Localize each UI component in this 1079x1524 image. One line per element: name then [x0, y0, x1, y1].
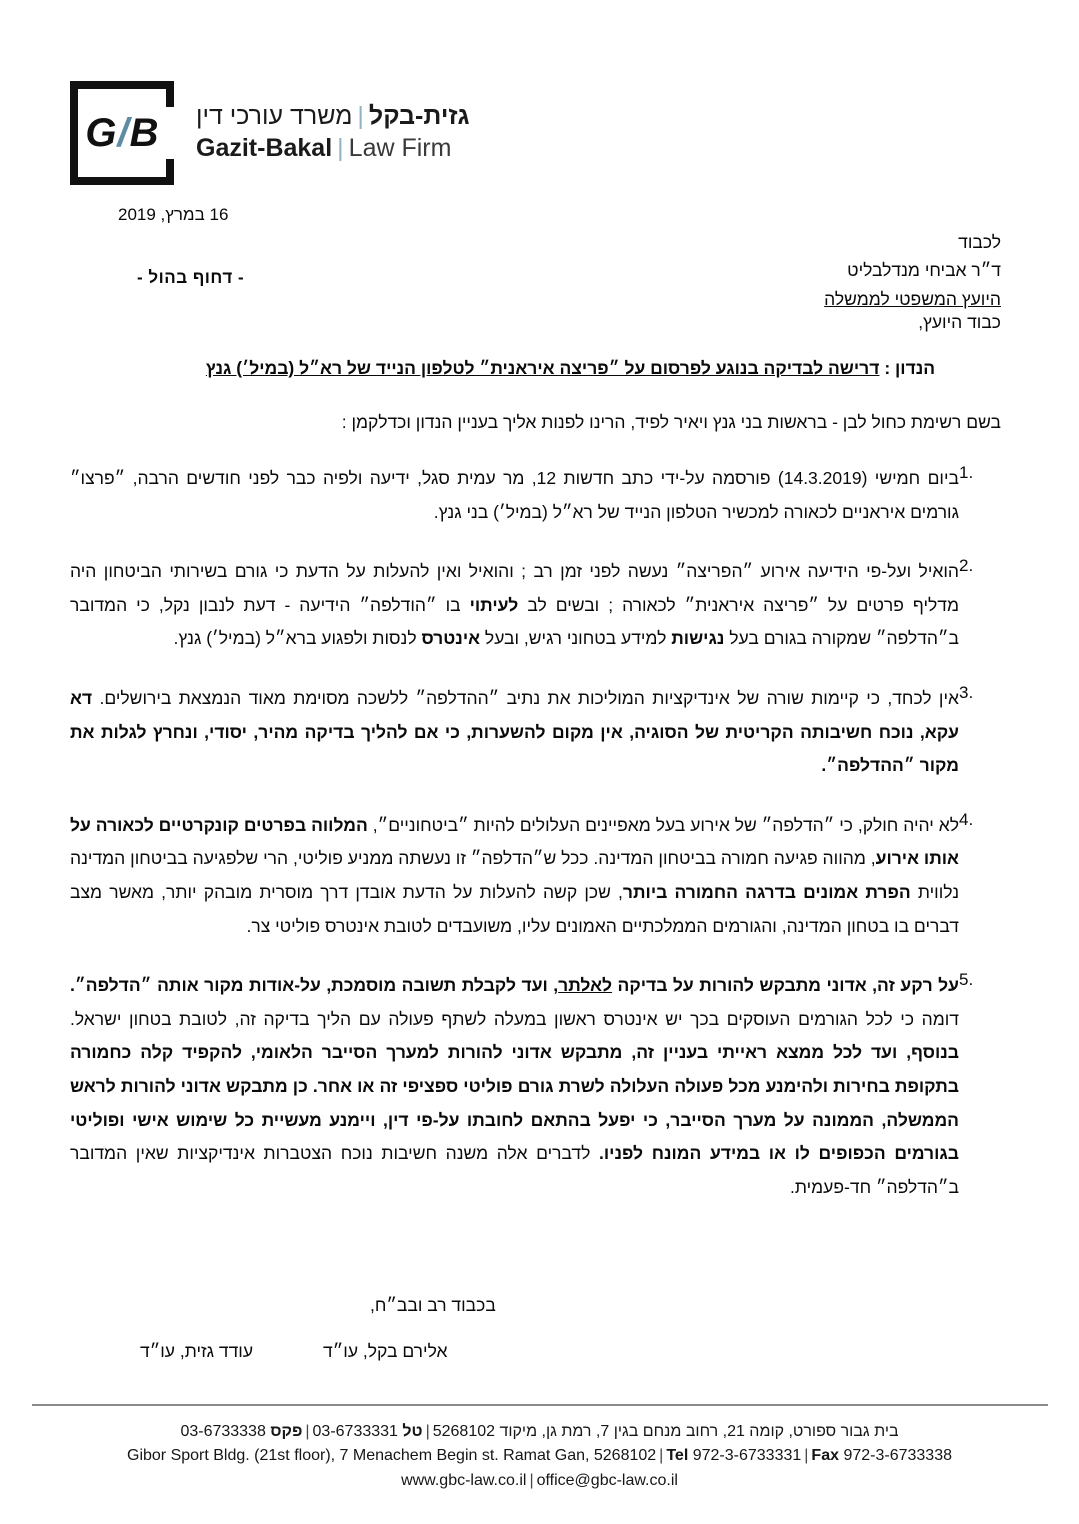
- footer-divider: [32, 1404, 1048, 1406]
- clause-run-bold: על רקע זה, אדוני מתבקש להורות על בדיקה: [612, 975, 960, 996]
- clause-run: למידע בטחוני רגיש, ובעל: [480, 628, 672, 649]
- clause-run: הואיל ועל-פי הידיעה אירוע ״הפריצה״ נעשה לפני זמן רב ; והואיל ואין להעלות על הדעת כי גורם בשירותי הביטחון היה מדליף פרטים על ״פריצה איראנית״ לכאורה ; ובשים לב: [70, 561, 959, 615]
- logo-monogram: [70, 81, 174, 185]
- firm-name-english: [196, 133, 469, 164]
- footer-sep-1: |: [425, 1423, 430, 1440]
- footer-sep-3: |: [659, 1447, 664, 1465]
- clause-number: 3.: [959, 682, 974, 702]
- numbered-clause-list: [70, 462, 1001, 1230]
- addressee-block: [824, 228, 1001, 313]
- signatory-names: [140, 1341, 540, 1362]
- footer-email[interactable]: office@gbc-law.co.il: [536, 1471, 678, 1489]
- clause-run-bold: אינטרס: [421, 628, 481, 649]
- clause-number: 4.: [959, 809, 974, 829]
- firm-name-hebrew-name: גזית-בקל: [368, 101, 470, 130]
- clause-item: [70, 809, 1001, 943]
- clause-item: [70, 555, 1001, 656]
- subject-label: הנדון :: [884, 358, 936, 378]
- clause-run-bold: נגישות: [671, 628, 725, 649]
- signatory-1: עודד גזית, עו״ד: [140, 1341, 254, 1361]
- clause-run-bold-underline: לאלתר: [558, 975, 613, 996]
- footer-english-tel: 972-3-6733331: [692, 1447, 802, 1465]
- clause-text: [70, 555, 959, 656]
- logo-letter-g: G: [85, 110, 117, 155]
- intro-paragraph: בשם רשימת כחול לבן - בראשות בני גנץ ויאיר לפיד, הרינו לפנות אליך בעניין הנדון וכדלקמן :: [341, 412, 1001, 432]
- greeting-line: כבוד היועץ,: [918, 312, 1001, 332]
- gazit-bakal-logo-icon: [70, 81, 174, 185]
- clause-run: , מהווה פגיעה חמורה בביטחון המדינה. ככל ש״הדלפה״ זו נעשתה ממניע פוליטי, הרי שלפגיעה בביטחון המדינה נלווית: [70, 848, 960, 902]
- clause-number: 2.: [959, 556, 974, 576]
- footer-english-fax: 972-3-6733338: [843, 1447, 952, 1465]
- firm-name-english-descriptor: Law Firm: [348, 134, 452, 162]
- clause-run-bold: דא עקא, נוכח חשיבותה הקריטית של הסוגיה, אין מקום להשערות, כי אם להליך בדיקה מהיר, יסודי, ונחרץ לגלות את מקור ״ההדלפה״.: [70, 687, 959, 776]
- firm-name-hebrew-separator: |: [357, 101, 364, 130]
- signoff-closing: בכבוד רב ובב״ח,: [370, 1295, 496, 1315]
- clause-text: [70, 682, 959, 783]
- clause-run: ביום חמישי (14.3.2019) פורסמה על-ידי כתב חדשות 12, מר עמית סגל, ידיעה ולפיה כבר לפני חודשים הרבה, ״פרצו״ גורמים איראניים לכאורה למכשיר הטלפון הנייד של רא״ל (במיל׳) בני גנץ.: [70, 468, 959, 522]
- footer-english-tel-label: Tel: [666, 1447, 689, 1465]
- firm-name-block: [196, 101, 469, 166]
- firm-name-hebrew-descriptor: משרד עורכי דין: [196, 101, 353, 130]
- clause-text: [70, 809, 959, 943]
- clause-run-bold: לעיתוי: [469, 594, 519, 615]
- clause-item: [70, 462, 1001, 529]
- clause-run: לדברים אלה משנה חשיבות נוכח הצטברות אינדיקציות שאין המדובר ב״הדלפה״ חד-פעמית.: [70, 1143, 959, 1197]
- clause-run: , שכן קשה להעלות על הדעת אובדן דרך מוסרית מובהק יותר, מאשר מצב דברים בו בטחון המדינה, והגורמים הממלכתיים האמונים עליו, משועבדים לטובת אינטרס פוליטי צר.: [70, 881, 959, 936]
- clause-run-bold: בנוסף, ועד לכל ממצא ראייתי בעניין זה, מתבקש אדוני להורות למערך הסייבר הלאומי, להקפיד קלה כחמורה בתקופת בחירות ולהימנע מכל פעולה העלולה לשרת גורם פוליטי ספציפי זה או אחר. כן מתבקש אדוני להורות לראש הממשלה, הממונה על מערך הסייבר, כי יפעל בהתאם לחובתו על-פי דין, ויימנע מעשיית כל שימוש אישי ופוליטי בגורמים הכפופים לו או במידע המונח לפניו.: [70, 1042, 959, 1164]
- clause-run: בו ״הודלפה״ הידיעה - דעת לנבון נקל, כי המדובר ב״הדלפה״ שמקורה בגורם בעל: [70, 594, 959, 649]
- clause-run-bold: , ועד לקבלת תשובה מוסמכת, על-אודות מקור אותה ״הדלפה״.: [70, 975, 559, 996]
- footer-web-line: [0, 1469, 1079, 1493]
- subject-text: דרישה לבדיקה בנוגע לפרסום על ״פריצה איראנית״ לטלפון הנייד של רא״ל (במיל׳) גנץ: [205, 358, 880, 378]
- clause-item: [70, 969, 1001, 1204]
- addressee-title: היועץ המשפטי לממשלה: [824, 288, 1001, 309]
- footer-english-address: Gibor Sport Bldg. (21st floor), 7 Menachem Begin st. Ramat Gan, 5268102: [127, 1447, 657, 1465]
- clause-run: דומה כי לכל הגורמים העוסקים בכך יש אינטרס ראשון במעלה לשתף פעולה עם הליך בדיקה זה, לטובת בטחון ישראל.: [70, 1008, 959, 1029]
- letter-date: 16 במרץ, 2019: [118, 205, 229, 224]
- firm-name-hebrew: [196, 101, 469, 132]
- footer-english-line: [0, 1444, 1079, 1468]
- urgent-stamp: - דחוף בהול -: [137, 268, 245, 287]
- subject-line: [140, 358, 1001, 379]
- clause-run: לא יהיה חולק, כי ״הדלפה״ של אירוע בעל מאפיינים העלולים להיות ״ביטחוניים״,: [367, 814, 959, 835]
- clause-number: 1.: [959, 463, 974, 482]
- firm-name-english-separator: |: [337, 134, 344, 162]
- clause-text: [70, 969, 959, 1204]
- footer-sep-5: |: [529, 1471, 534, 1489]
- footer-website[interactable]: www.gbc-law.co.il: [401, 1471, 527, 1489]
- footer-hebrew-tel-label: טל: [402, 1423, 423, 1440]
- addressee-name: ד״ר אביחי מנדלבליט: [847, 260, 1001, 281]
- footer-hebrew-fax: 03-6733338: [180, 1423, 266, 1440]
- firm-name-english-name: Gazit-Bakal: [196, 134, 333, 162]
- clause-text: [70, 462, 959, 529]
- addressee-salutation: לכבוד: [958, 232, 1001, 252]
- clause-item: [70, 682, 1001, 783]
- footer-english-fax-label: Fax: [811, 1447, 839, 1465]
- clause-run: אין לכחד, כי קיימות שורה של אינדיקציות המוליכות את נתיב ״ההדלפה״ ללשכה מסוימת מאוד הנמצאת בירושלים.: [92, 687, 959, 708]
- letterhead: [70, 78, 530, 188]
- logo-slash: /: [117, 110, 129, 155]
- footer-sep-2: |: [305, 1423, 310, 1440]
- signatory-2: אלירם בקל, עו״ד: [323, 1341, 448, 1361]
- clause-number: 5.: [959, 970, 974, 990]
- clause-run-bold: הפרת אמונים בדרגה החמורה ביותר: [622, 881, 911, 902]
- logo-letter-b: B: [129, 110, 159, 155]
- footer-hebrew-address: בית גבור ספורט, קומה 21, רחוב מנחם בגין 7, רמת גן, מיקוד 5268102: [432, 1423, 899, 1440]
- clause-run: לנסות ולפגוע ברא״ל (במיל׳) גנץ.: [173, 628, 422, 649]
- footer-sep-4: |: [804, 1447, 809, 1465]
- footer-hebrew-tel: 03-6733331: [312, 1423, 398, 1440]
- clause-run-bold: המלווה בפרטים קונקרטיים לכאורה על אותו אירוע: [70, 814, 959, 869]
- footer-hebrew-fax-label: פקס: [270, 1423, 303, 1440]
- footer-block: [0, 1420, 1079, 1493]
- footer-hebrew-line: [0, 1420, 1079, 1444]
